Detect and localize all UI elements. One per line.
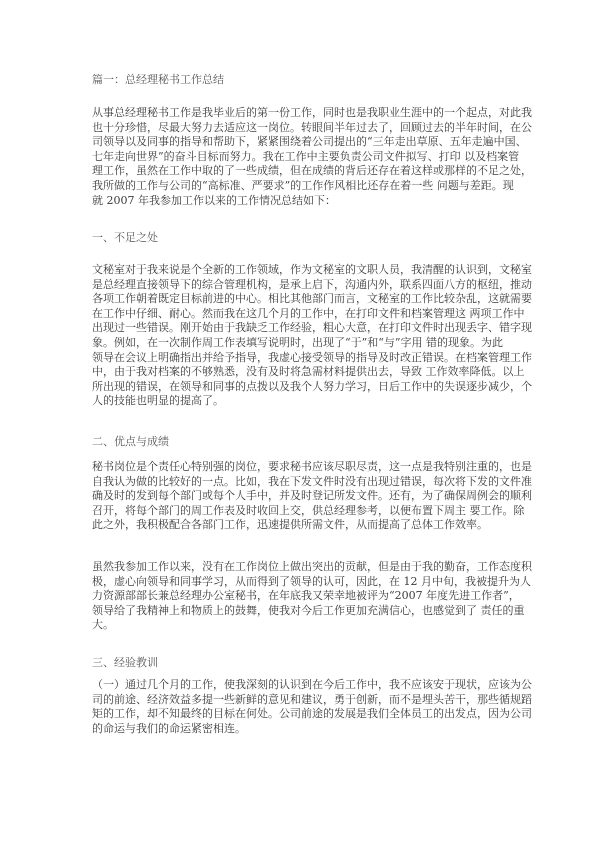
text-line: 我所做的工作与公司的“高标准、严要求”的工作作风相比还存在着一些 问题与差距。现 [92,178,514,192]
text-line: （一）通过几个月的工作，使我深刻的认识到在今后工作中，我不应该安于现状，应该为公 [92,678,532,691]
text-line: 也十分珍惜，尽最大努力去适应这一岗位。转眼间半年过去了，回顾过去的半年时间，在公 [92,120,532,134]
text-line: 所出现的错误，在领导和同事的点拨以及我个人努力学习，日后工作中的失误逐步减少，个 [92,379,532,393]
text-line: 就 2007 年我参加工作以来的工作情况总结如下： [92,193,336,207]
text-line: 力资源部部长兼总经理办公室秘书，在年底我又荣幸地被评为“2007 年度先进工作者”， [92,589,520,603]
text-line: 虽然我参加工作以来，没有在工作岗位上做出突出的贡献，但是由于我的勤奋，工作态度积 [92,560,532,573]
text-line: 召开，将每个部门的周工作表及时收回上交，供总经理参考，以便布置下周主 要工作。除 [92,503,525,517]
section-heading-lessons: 三、经验教训 [92,656,158,669]
lessons-paragraph [92,678,562,736]
text-line: 领导给了我精神上和物质上的鼓舞，使我对今后工作更加充满信心，也感觉到了 责任的重 [92,603,525,617]
text-line: 七年走向世界”的奋斗目标而努力。我在工作中主要负责公司文件拟写、打印 以及档案管 [92,149,520,163]
section-heading-achievements: 二、优点与成绩 [92,435,169,448]
text-line: 秘书岗位是个责任心特别强的岗位，要求秘书应该尽职尽责，这一点是我特别注重的，也是 [92,460,532,473]
intro-paragraph [92,106,562,208]
text-line: 是总经理直接领导下的综合管理机构，是承上启下，沟通内外，联系四面八方的枢纽，推动 [92,277,532,291]
text-line: 此之外，我积极配合各部门工作，迅速提供所需文件，从而提高了总体工作效率。 [92,518,488,532]
text-line: 各项工作朝着既定目标前进的中心。相比其他部门而言，文秘室的工作比较杂乱，这就需要 [92,292,532,306]
text-line: 确及时的发到每个部门或每个人手中，并及时登记所发文件。还有，为了确保周例会的顺利 [92,489,532,503]
text-line: 大。 [92,618,114,632]
text-line: 象。例如，在一次制作周工作表填写说明时，出现了“于”和“与”字用 错的现象。为此 [92,335,503,349]
text-line: 人的技能也明显的提高了。 [92,394,224,408]
achievements-paragraph-1 [92,460,562,533]
text-line: 的命运与我们的命运紧密相连。 [92,721,246,735]
text-line: 自我认为做的比较好的一点。比如，我在下发文件时没有出现过错误，每次将下发的文件准 [92,474,532,488]
achievements-paragraph-2 [92,560,562,633]
text-line: 司的前途、经济效益多提一些新鲜的意见和建议，勇于创新，而不是埋头苦干，那些循规蹈 [92,692,532,706]
document-title: 篇一：总经理秘书工作总结 [92,73,224,86]
shortcomings-paragraph [92,263,562,409]
text-line: 在工作中仔细、耐心。然而我在这几个月的工作中，在打印文件和档案管理这 两项工作中 [92,306,525,320]
text-line: 中，由于我对档案的不够熟悉，没有及时将急需材料提供出去，导致 工作效率降低。以上 [92,365,525,379]
text-line: 文秘室对于我来说是个全新的工作领域，作为文秘室的文职人员，我清醒的认识到，文秘室 [92,263,532,276]
text-line: 从事总经理秘书工作是我毕业后的第一份工作，同时也是我职业生涯中的一个起点，对此我 [92,106,532,119]
section-heading-shortcomings: 一、不足之处 [92,231,158,244]
text-line: 司领导以及同事的指导和帮助下，紧紧围绕着公司提出的“三年走出草原、五年走遍中国、 [92,135,527,149]
text-line: 出现过一些错误。刚开始由于我缺乏工作经验，粗心大意，在打印文件时出现丢字、错字现 [92,321,532,335]
text-line: 理工作，虽然在工作中取的了一些成绩，但在成绩的背后还存在着这样或那样的不足之处， [92,164,532,178]
text-line: 极，虚心向领导和同事学习，从而得到了领导的认可，因此，在 12 月中旬，我被提升为人 [92,574,531,588]
text-line: 领导在会议上明确指出并给予指导，我虚心接受领导的指导及时改正错误。在档案管理工作 [92,350,532,364]
text-line: 矩的工作，却不知最终的目标在何处。公司前途的发展是我们全体员工的出发点，因为公司 [92,707,532,721]
